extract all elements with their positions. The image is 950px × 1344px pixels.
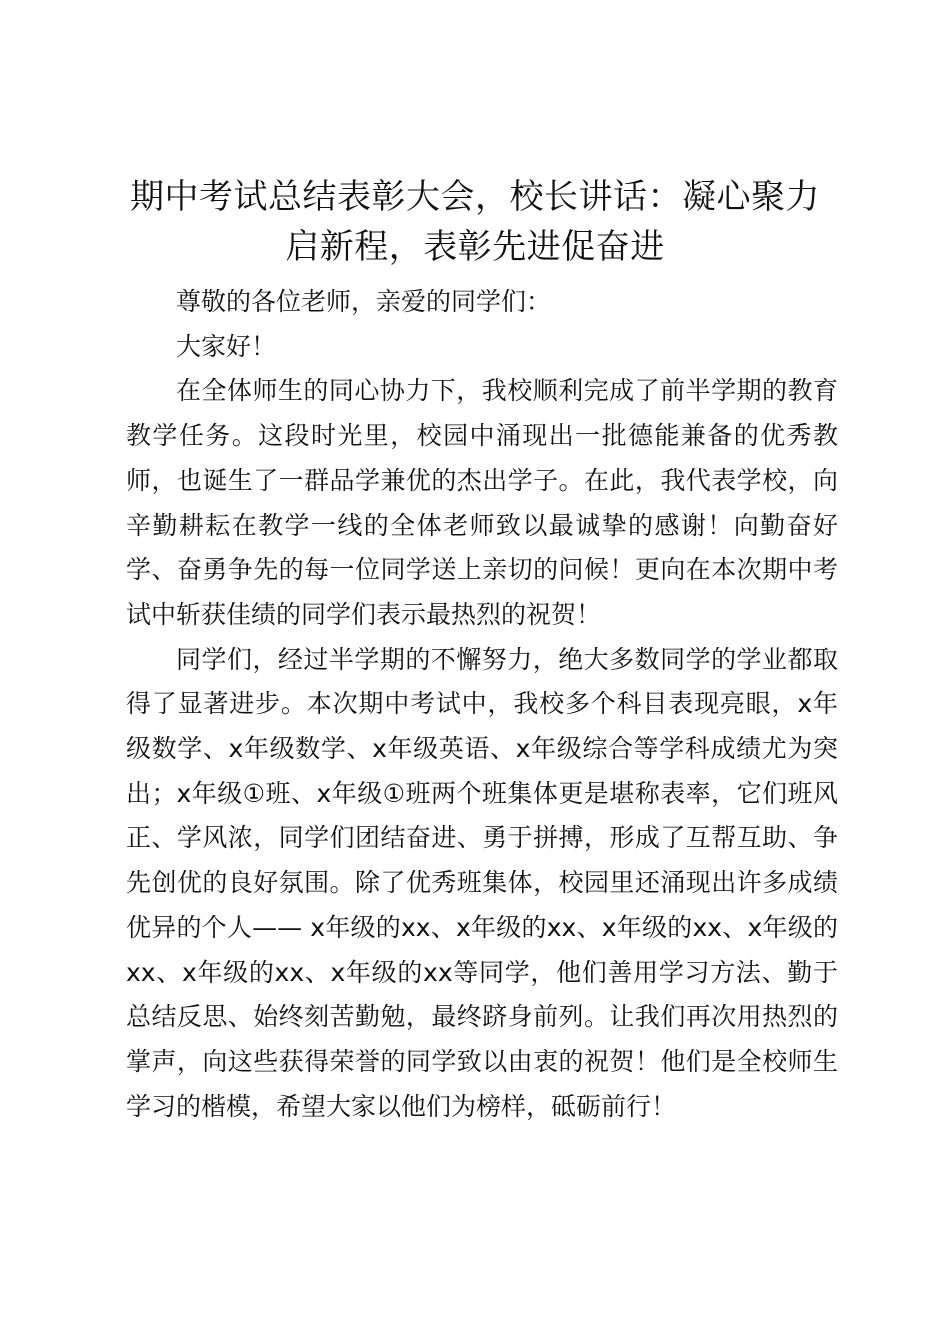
document-body <box>126 280 838 1129</box>
title-line-1: 期中考试总结表彰大会，校长讲话：凝心聚力 <box>130 177 820 217</box>
body-paragraph-2: 同学们，经过半学期的不懈努力，绝大多数同学的学业都取得了显著进步。本次期中考试中，我校多个科目表现亮眼，x年级数学、x年级数学、x年级英语、x年级综合等学科成绩尤为突出；x年级①班、x年级①班两个班集体更是堪称表率，它们班风正、学风浓，同学们团结奋进、勇于拼搏，形成了互帮互助、争先创优的良好氛围。除了优秀班集体，校园里还涌现出许多成绩优异的个人—— x年级的xx、x年级的xx、x年级的xx、x年级的xx、x年级的xx、x年级的xx等同学，他们善用学习方法、勤于总结反思、始终刻苦勤勉，最终跻身前列。让我们再次用热烈的掌声，向这些获得荣誉的同学致以由衷的祝贺！他们是全校师生学习的楷模，希望大家以他们为榜样，砥砺前行！ <box>126 644 838 1121</box>
body-paragraph-1: 在全体师生的同心协力下，我校顺利完成了前半学期的教育教学任务。这段时光里，校园中涌现出一批德能兼备的优秀教师，也诞生了一群品学兼优的杰出学子。在此，我代表学校，向辛勤耕耘在教学一线的全体老师致以最诚挚的感谢！向勤奋好学、奋勇争先的每一位同学送上亲切的问候！更向在本次期中考试中斩获佳绩的同学们表示最热烈的祝贺！ <box>126 376 838 629</box>
document-title <box>110 172 840 272</box>
greeting-paragraph: 大家好！ <box>176 331 277 361</box>
title-line-2: 启新程，表彰先进促奋进 <box>285 227 665 267</box>
salutation-paragraph: 尊敬的各位老师，亲爱的同学们： <box>176 287 552 316</box>
